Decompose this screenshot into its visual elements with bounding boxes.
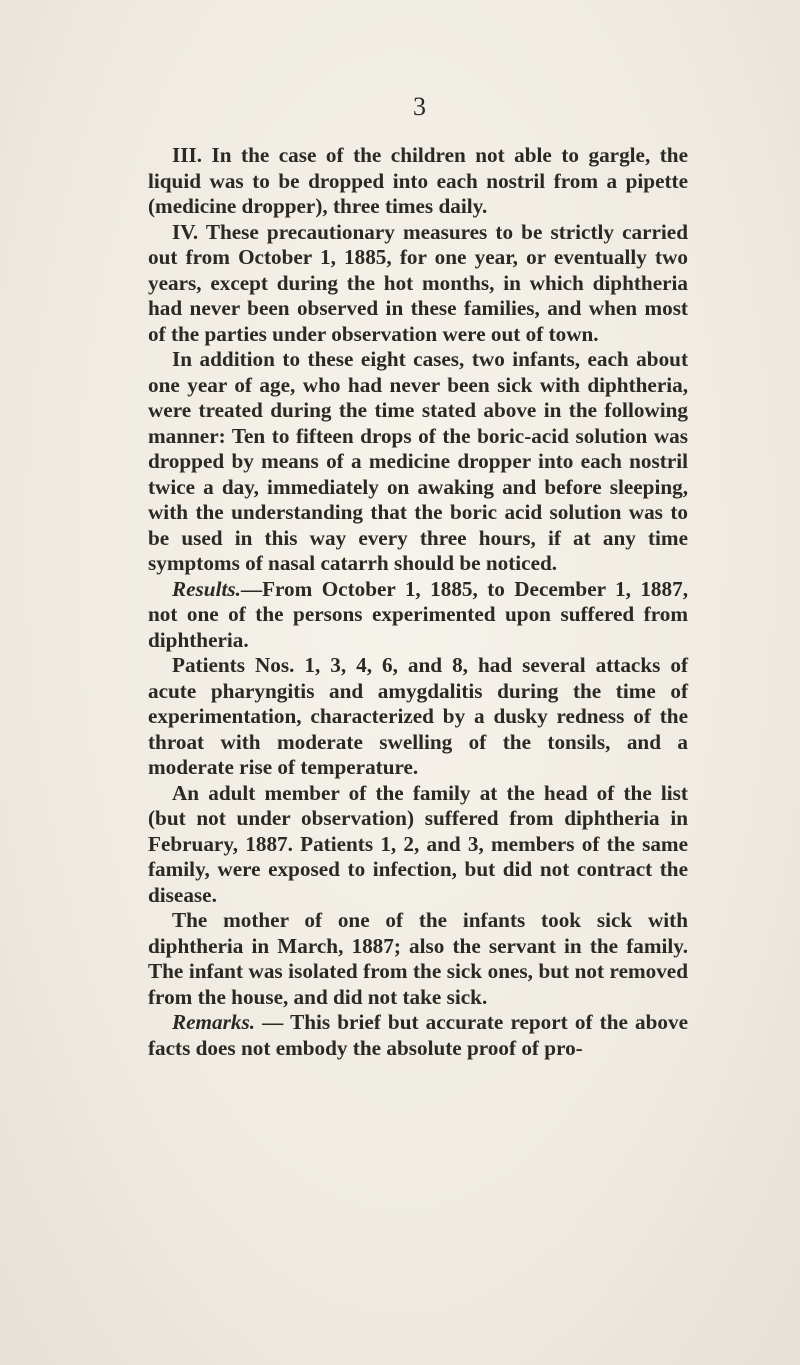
paragraph-adult-member: An adult member of the family at the head of the list (but not under observation) suffered from diphtheria in February, 1887. Patients 1, 2, and 3, members of the same family, were exposed to infection, but did not contract the disease. (148, 780, 688, 907)
paragraph-remarks: Remarks. — This brief but accurate report of the above facts does not embody the absolute proof of pro- (148, 1010, 688, 1060)
page-number: 3 (413, 92, 426, 121)
paragraph-precautionary-measures: IV. These precautionary measures to be strictly carried out from October 1, 1885, for one year, or eventually two years, except during the hot months, in which diphtheria had never been observed in these families, and when most of the parties under observation were out of town. (148, 219, 688, 346)
results-heading: Results. (172, 576, 241, 601)
paragraph-mother-infant: The mother of one of the infants took sick with diphtheria in March, 1887; also the servant in the family. The infant was isolated from the sick ones, but not removed from the house, and did not take sick. (148, 908, 688, 1009)
remarks-heading: Remarks. (172, 1010, 255, 1034)
paragraph-patient-attacks: Patients Nos. 1, 3, 4, 6, and 8, had several attacks of acute pharyngitis and amygdalitis during the time of experimentation, characterized by a dusky redness of the throat with moderate swelling of the tonsils, and a moderate rise of temperature. (148, 653, 688, 779)
paragraph-results: Results.—From October 1, 1885, to December 1, 1887, not one of the persons experimented upon suffered from diphtheria. (148, 576, 688, 652)
paragraph-gargle-instructions: III. In the case of the children not able to gargle, the liquid was to be dropped into each nostril from a pipette (medicine dropper), three times daily. (148, 143, 688, 218)
body-text (148, 143, 688, 1061)
paragraph-infant-treatment: In addition to these eight cases, two infants, each about one year of age, who had never been sick with diphtheria, were treated during the time stated above in the following manner: Ten to fifteen drops of the boric-acid solution was dropped by means of a medicine dropper into each nostril twice a day, immediately on awaking and before sleeping, with the understanding that the boric acid solution was to be used in this way every three hours, if at any time symptoms of nasal catarrh should be noticed. (148, 347, 688, 575)
